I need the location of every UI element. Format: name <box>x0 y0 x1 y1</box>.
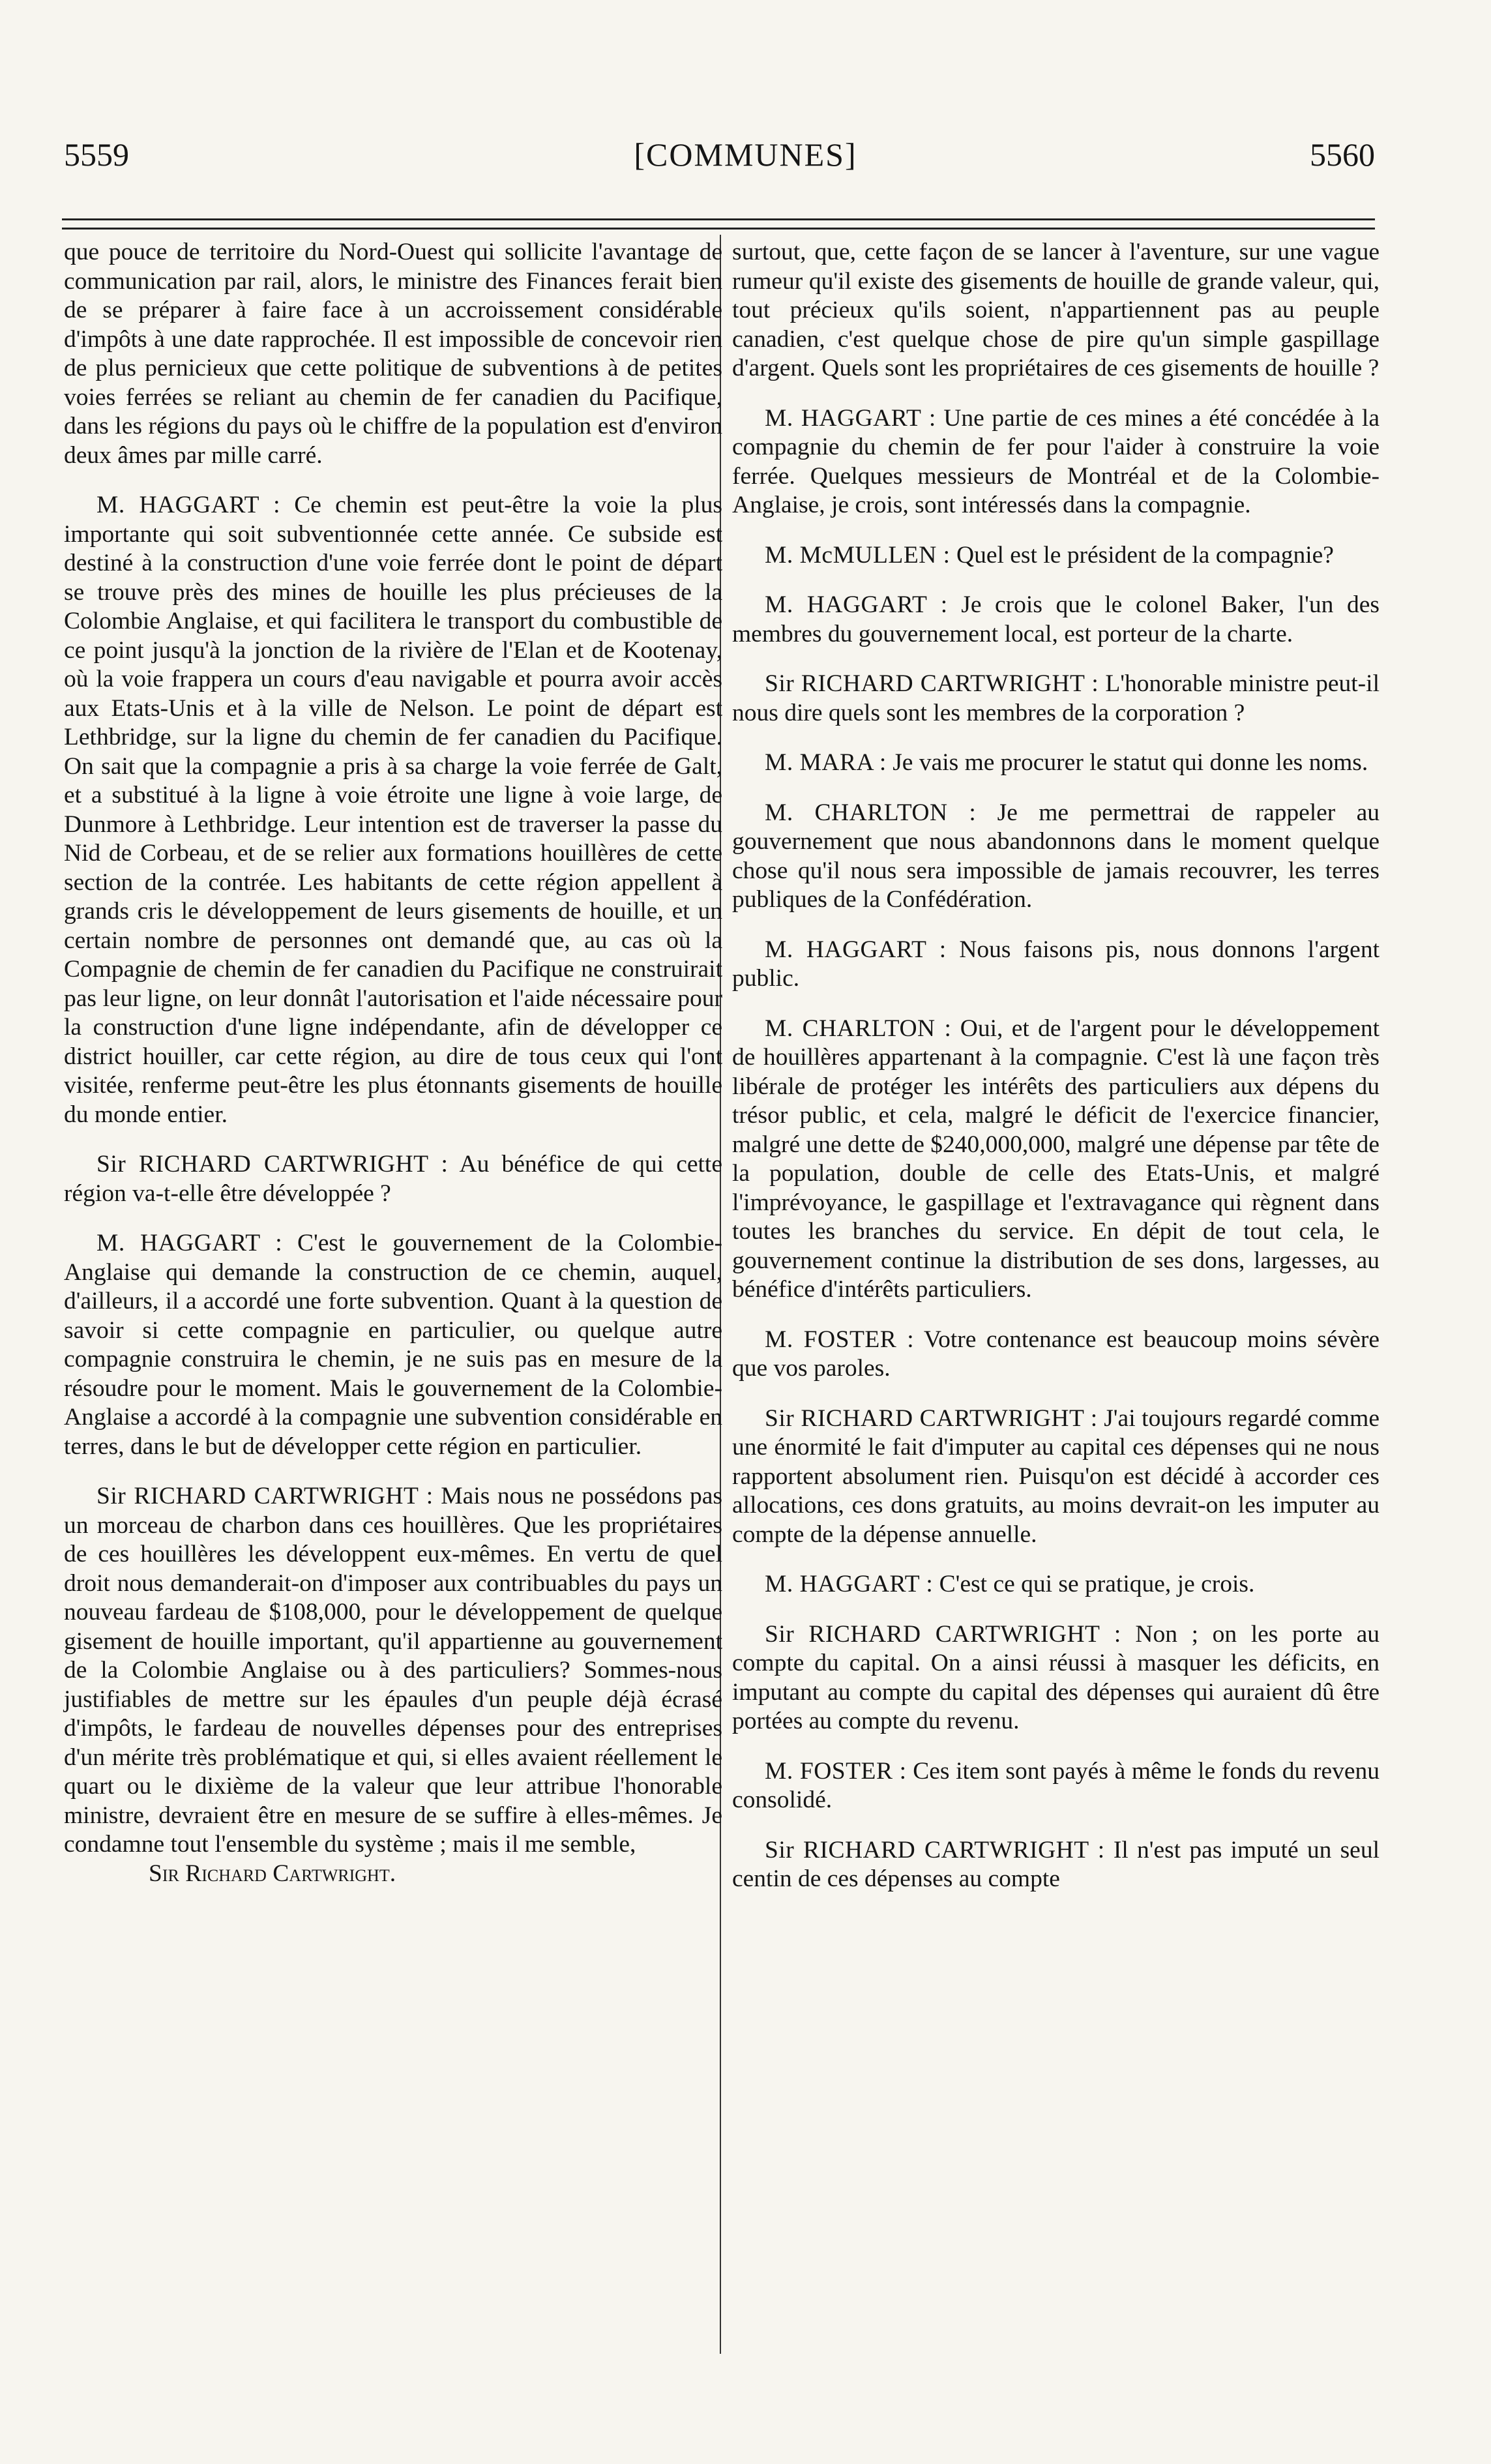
speech-text: Ces item sont payés à même le fonds du revenu consolidé. <box>732 1757 1380 1813</box>
speaker-name: M. FOSTER : <box>765 1757 907 1785</box>
speaker-name: M. HAGGART : <box>96 492 280 518</box>
paragraph <box>732 1836 1380 1894</box>
paragraph <box>64 1150 722 1208</box>
paragraph <box>732 404 1380 520</box>
speaker-name: M. HAGGART : <box>765 936 947 963</box>
paragraph <box>732 749 1380 778</box>
speaker-name: M. HAGGART : <box>765 1571 934 1597</box>
speech-text: Quel est le président de la compagnie? <box>950 541 1334 569</box>
speaker-name: Sir RICHARD CARTWRIGHT : <box>96 1483 434 1509</box>
speech-text: Je me permettrai de rappeler au gouvernement que nous abandonnons dans le moment quelque chose qu'il nous sera impossible de jamais recouvrer, les terres publiques de la Confédération. <box>732 799 1380 913</box>
paragraph <box>732 591 1380 649</box>
paragraph <box>732 670 1380 728</box>
speaker-name: M. HAGGART : <box>96 1230 283 1256</box>
speech-text: C'est le gouvernement de la Colombie-Anglaise qui demande la construction de ce chemin, auquel, d'ailleurs, il a accordé une forte subvention. Quant à la question de savoir si cette compagnie en particulier, ou quelque autre compagnie construira le chemin, je ne suis pas en mesure de la résoudre pour le moment. Mais le gouvernement de la Colombie-Anglaise a accordé à la compagnie une subvention considérable en terres, dans le but de développer cette région en particulier. <box>64 1230 722 1460</box>
speaker-name: Sir RICHARD CARTWRIGHT : <box>765 1620 1121 1648</box>
paragraph: surtout, que, cette façon de se lancer à l'aventure, sur une vague rumeur qu'il existe des gisements de houille de grande valeur, qui, tout précieux qu'ils soient, n'appartiennent pas au peuple canadien, c'est quelque chose de pire qu'un simple gaspillage d'argent. Quels sont les propriétaires de ces gisements de houille ? <box>732 239 1380 381</box>
page-number-right: 5560 <box>1310 136 1375 173</box>
paragraph <box>64 1229 722 1461</box>
speaker-name: M. HAGGART : <box>765 404 936 432</box>
speech-text: Une partie de ces mines a été concédée à la compagnie du chemin de fer pour l'aider à construire la voie ferrée. Quelques messieurs de Montréal et de la Colombie-Anglaise, je crois, sont intéressés dans la compagnie. <box>732 404 1380 518</box>
speech-text: Mais nous ne possédons pas un morceau de charbon dans ces houillères. Que les propriétaires de ces houillères les développent eux-mêmes. En vertu de quel droit nous demanderait-on d'imposer aux contribuables du pays un nouveau fardeau de $108,000, pour le développement de quelque gisement de houille important, qu'il appartienne au gouvernement de la Colombie Anglaise ou à des particuliers? Sommes-nous justifiables de mettre sur les épaules d'un peuple déjà écrasé d'impôts, le fardeau de nouvelles dépenses pour des entreprises d'un mérite très problématique et qui, si elles avaient réellement le quart ou le dixième de la valeur que leur attribue l'honorable ministre, devraient être en mesure de se suffire à elles-mêmes. Je condamne tout l'ensemble du système ; mais il me semble, <box>64 1483 722 1858</box>
paragraph: que pouce de territoire du Nord-Ouest qui sollicite l'avantage de communication par rail, alors, le ministre des Finances ferait bien de se préparer à faire face à un accroissement considérable d'impôts à une date rapprochée. Il est impossible de concevoir rien de plus pernicieux que cette politique de subventions à de petites voies ferrées se reliant au chemin de fer canadien du Pacifique, dans les régions du pays où le chiffre de la population est d'environ deux âmes par mille carré. <box>64 239 722 469</box>
speaker-name: Sir RICHARD CARTWRIGHT : <box>765 670 1099 697</box>
paragraph <box>732 1620 1380 1736</box>
speaker-name: Sir RICHARD CARTWRIGHT : <box>765 1836 1105 1863</box>
speaker-name: Sir RICHARD CARTWRIGHT : <box>765 1404 1098 1432</box>
speaker-name: M. FOSTER : <box>765 1326 915 1353</box>
speech-text: Votre contenance est beaucoup moins sévère que vos paroles. <box>732 1326 1380 1382</box>
page-header <box>0 136 1491 194</box>
speech-text: Ce chemin est peut-être la voie la plus importante qui soit subventionnée cette année. Ce subside est destiné à la construction d'une voie ferrée dont le point de départ se trouve près des mines de houille les plus précieuses de la Colombie Anglaise, et qui facilitera le transport du combustible de ce point jusqu'à la jonction de la rivière de l'Elan et de Kootenay, où la voie frappera un cours d'eau navigable et pourra avoir accès aux Etats-Unis et à la ville de Nelson. Le point de départ est Lethbridge, sur la ligne du chemin de fer canadien du Pacifique. On sait que la compagnie a pris à sa charge la voie ferrée de Galt, et a substitué à la ligne à voie étroite une ligne à voie large, de Dunmore à Lethbridge. Leur intention est de traverser la passe du Nid de Corbeau, et de se relier aux formations houillères de cette section de la contrée. Les habitants de cette région appellent à grands cris le développement de leurs gisements de houille, et un certain nombre de personnes ont demandé que, au cas où la Compagnie de chemin de fer canadien du Pacifique ne construirait pas leur ligne, on leur donnât l'autorisation et l'aide nécessaire pour la construction d'une ligne indépendante, afin de développer ce district houiller, car cette région, au dire de tous ceux qui l'ont visitée, renferme peut-être les plus étonnants gisements de houille du monde entier. <box>64 492 722 1128</box>
right-column <box>732 238 1380 1915</box>
paragraph <box>732 1326 1380 1384</box>
paragraph <box>732 1570 1380 1599</box>
speech-text: Nous faisons pis, nous donnons l'argent public. <box>732 936 1380 992</box>
page-title: [COMMUNES] <box>634 136 857 173</box>
paragraph <box>732 799 1380 915</box>
paragraph <box>732 1015 1380 1305</box>
speech-text: L'honorable ministre peut-il nous dire quels sont les membres de la corporation ? <box>732 670 1380 726</box>
speaker-name: M. McMULLEN : <box>765 541 951 569</box>
speech-text: Non ; on les porte au compte du capital. On a ainsi réussi à masquer les déficits, en imputant au compte du capital des dépenses qui auraient dû être portées au compte du revenu. <box>732 1620 1380 1734</box>
speaker-name: M. MARA : <box>765 749 887 776</box>
paragraph <box>732 1757 1380 1815</box>
running-signature: Sir Richard Cartwright. <box>149 1860 396 1887</box>
paragraph <box>732 541 1380 571</box>
left-column <box>64 238 722 1888</box>
speech-text: Je vais me procurer le statut qui donne les noms. <box>886 749 1368 776</box>
speech-text: Oui, et de l'argent pour le développement de houillères appartenant à la compagnie. C'est là une façon très libérale de protéger les intérêts des particuliers aux dépens du trésor public, et cela, malgré le déficit de l'exercice financier, malgré une dette de $240,000,000, malgré une dépense par tête de la population, double de celle des Etats-Unis, et malgré l'imprévoyance, le gaspillage et l'extravagance qui règnent dans toutes les branches du service. En dépit de tout cela, le gouvernement continue la distribution de ses dons, largesses, au bénéfice d'intérêts particuliers. <box>732 1015 1380 1303</box>
paragraph <box>64 1482 722 1860</box>
speech-text: Il n'est pas imputé un seul centin de ces dépenses au compte <box>732 1836 1380 1892</box>
paragraph <box>732 1404 1380 1550</box>
speaker-name: M. CHARLTON : <box>765 1015 952 1042</box>
speech-text: C'est ce qui se pratique, je crois. <box>933 1571 1255 1597</box>
paragraph <box>732 936 1380 994</box>
paragraph <box>64 491 722 1129</box>
speech-text: Je crois que le colonel Baker, l'un des membres du gouvernement local, est porteur de la charte. <box>732 591 1380 647</box>
speech-text: J'ai toujours regardé comme une énormité le fait d'imputer au capital ces dépenses qui ne nous rapportent absolument rien. Puisqu'on est décidé à accorder ces allocations, ces dons gratuits, au moins devrait-on les imputer au compte de la dépense annuelle. <box>732 1404 1380 1548</box>
speech-text: Au bénéfice de qui cette région va-t-elle être développée ? <box>64 1151 722 1207</box>
speaker-name: Sir RICHARD CARTWRIGHT : <box>96 1151 449 1178</box>
header-rule-bottom <box>62 228 1375 230</box>
speaker-name: M. HAGGART : <box>765 591 948 618</box>
header-rule-top <box>62 218 1375 220</box>
page-number-left: 5559 <box>64 136 129 173</box>
speaker-name: M. CHARLTON : <box>765 799 977 826</box>
